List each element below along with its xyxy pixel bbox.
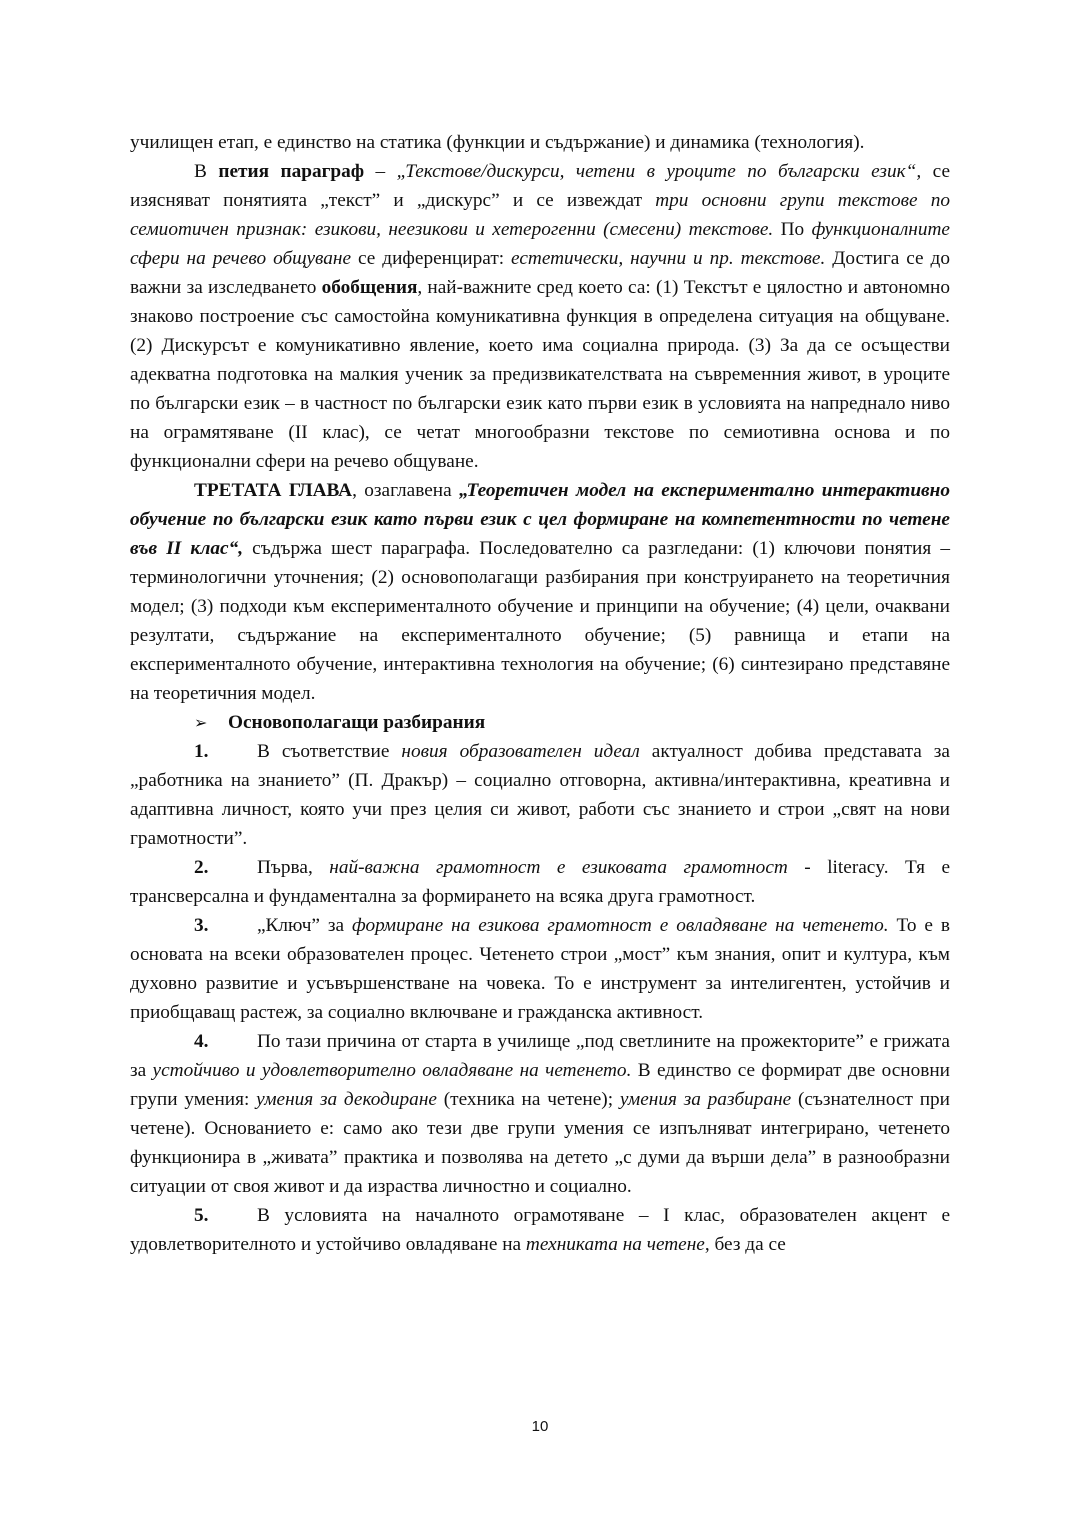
section-title-italic: „Текстове/дискурси, четени в уроците по български език“, — [396, 161, 922, 182]
numbered-item-1: 1. В съответствие новия образователен идеал актуалност добива представата за „работника на знанието” (П. Дракър) – социално отговорна, активна/интерактивна, креативна и адаптивна личност, която учи през целия си живот, работи със знанието и строи „свят на нови грамотности”. — [130, 737, 950, 853]
chapter-heading: ТРЕТАТА ГЛАВА — [194, 480, 353, 501]
page-number: 10 — [531, 1418, 549, 1435]
arrow-bullet-icon: ➢ — [194, 713, 208, 732]
item-number: 1. — [194, 741, 209, 762]
paragraph-intro-continuation: училищен етап, е единство на статика (функции и съдържание) и динамика (технология). — [130, 132, 865, 153]
item-number: 4. — [194, 1031, 209, 1052]
paragraph-third-chapter: ТРЕТАТА ГЛАВА, озаглавена „Теоретичен модел на експериментално интерактивно обучение по български език като първи език с цел формиране на компетентности по четене във II клас“, съдържа шест параграфа. Последователно са разгледани: (1) ключови понятия – терминологични уточнения; (2) основополагащи разбирания при конструирането на теоретичния модел; (3) подходи към експерименталното обучение и принципи на обучение; (4) цели, очаквани резултати, съдържание на експерименталното обучение; (5) равнища и етапи на експерименталното обучение, интерактивна технология на обучение; (6) синтезирано представяне на теоретичния модел. — [130, 480, 951, 704]
page-body — [130, 128, 950, 1259]
paragraph-fifth-section: В петия параграф – „Текстове/дискурси, четени в уроците по български език“, се изясняват понятията „текст” и „дискурс” и се извеждат три основни групи текстове по семиотичен признак: езикови, неезикови и хетерогенни (смесени) текстове. По функционалните сфери на речево общуване се диференцират: естетически, научни и пр. текстове. Достига се до важни за изследването обобщения, най-важните сред което са: (1) Текстът е цялостно и автономно знаково построение със самостойна комуникативна функция в определена ситуация на общуване. (2) Дискурсът е комуникативно явление, което има социална природа. (3) За да се осъществи адекватна подготовка на малкия ученик за предизвикателствата на съвременния живот, в уроците по български език – в частност по български език като първи език в условията на напреднало ниво на ограмятяване (II клас), се четат многообразни текстове по семиотивна основа и по функционални сфери на речево общуване. — [130, 161, 951, 472]
bold-term: петия параграф — [218, 161, 365, 182]
numbered-item-2: 2. Първа, най-важна грамотност е езиковата грамотност - literacy. Тя е трансверсална и фундаментална за формирането на всяка друга грамотност. — [130, 853, 950, 911]
item-number: 3. — [194, 915, 209, 936]
bold-term: обобщения — [321, 277, 418, 298]
bullet-heading: ➢ Основополагащи разбирания — [130, 708, 950, 737]
chapter-title: „Теоретичен модел на експериментално интерактивно обучение по български език като първи език с цел формиране на компетентности по четене във II клас“, — [130, 480, 951, 559]
item-number: 5. — [194, 1205, 209, 1226]
numbered-item-4: 4. По тази причина от старта в училище „под светлините на прожекторите” е грижата за устойчиво и удовлетворително овладяване на четенето. В единство се формират две основни групи умения: умения за декодиране (техника на четене); умения за разбиране (съзнателност при четене). Основанието е: само ако тези две групи умения се изпълняват интегрирано, четенето функционира в „живата” практика и позволява на детето „с думи да върши дела” в разнообразни ситуации от своя живот и да израства личностно и социално. — [130, 1027, 950, 1201]
numbered-item-3: 3. „Ключ” за формиране на езикова грамотност е овладяване на четенето. То е в основата на всеки образователен процес. Четенето строи „мост” към знания, опит и култура, към духовно развитие и усъвършенстване на човека. То е инструмент за интелигентен, устойчив и приобщаващ растеж, за социално включване и гражданска активност. — [130, 911, 950, 1027]
item-number: 2. — [194, 857, 209, 878]
numbered-item-5: 5. В условията на началното ограмотяване – I клас, образователен акцент е удовлетворителното и устойчиво овладяване на техниката на четене, без да се — [130, 1201, 950, 1259]
